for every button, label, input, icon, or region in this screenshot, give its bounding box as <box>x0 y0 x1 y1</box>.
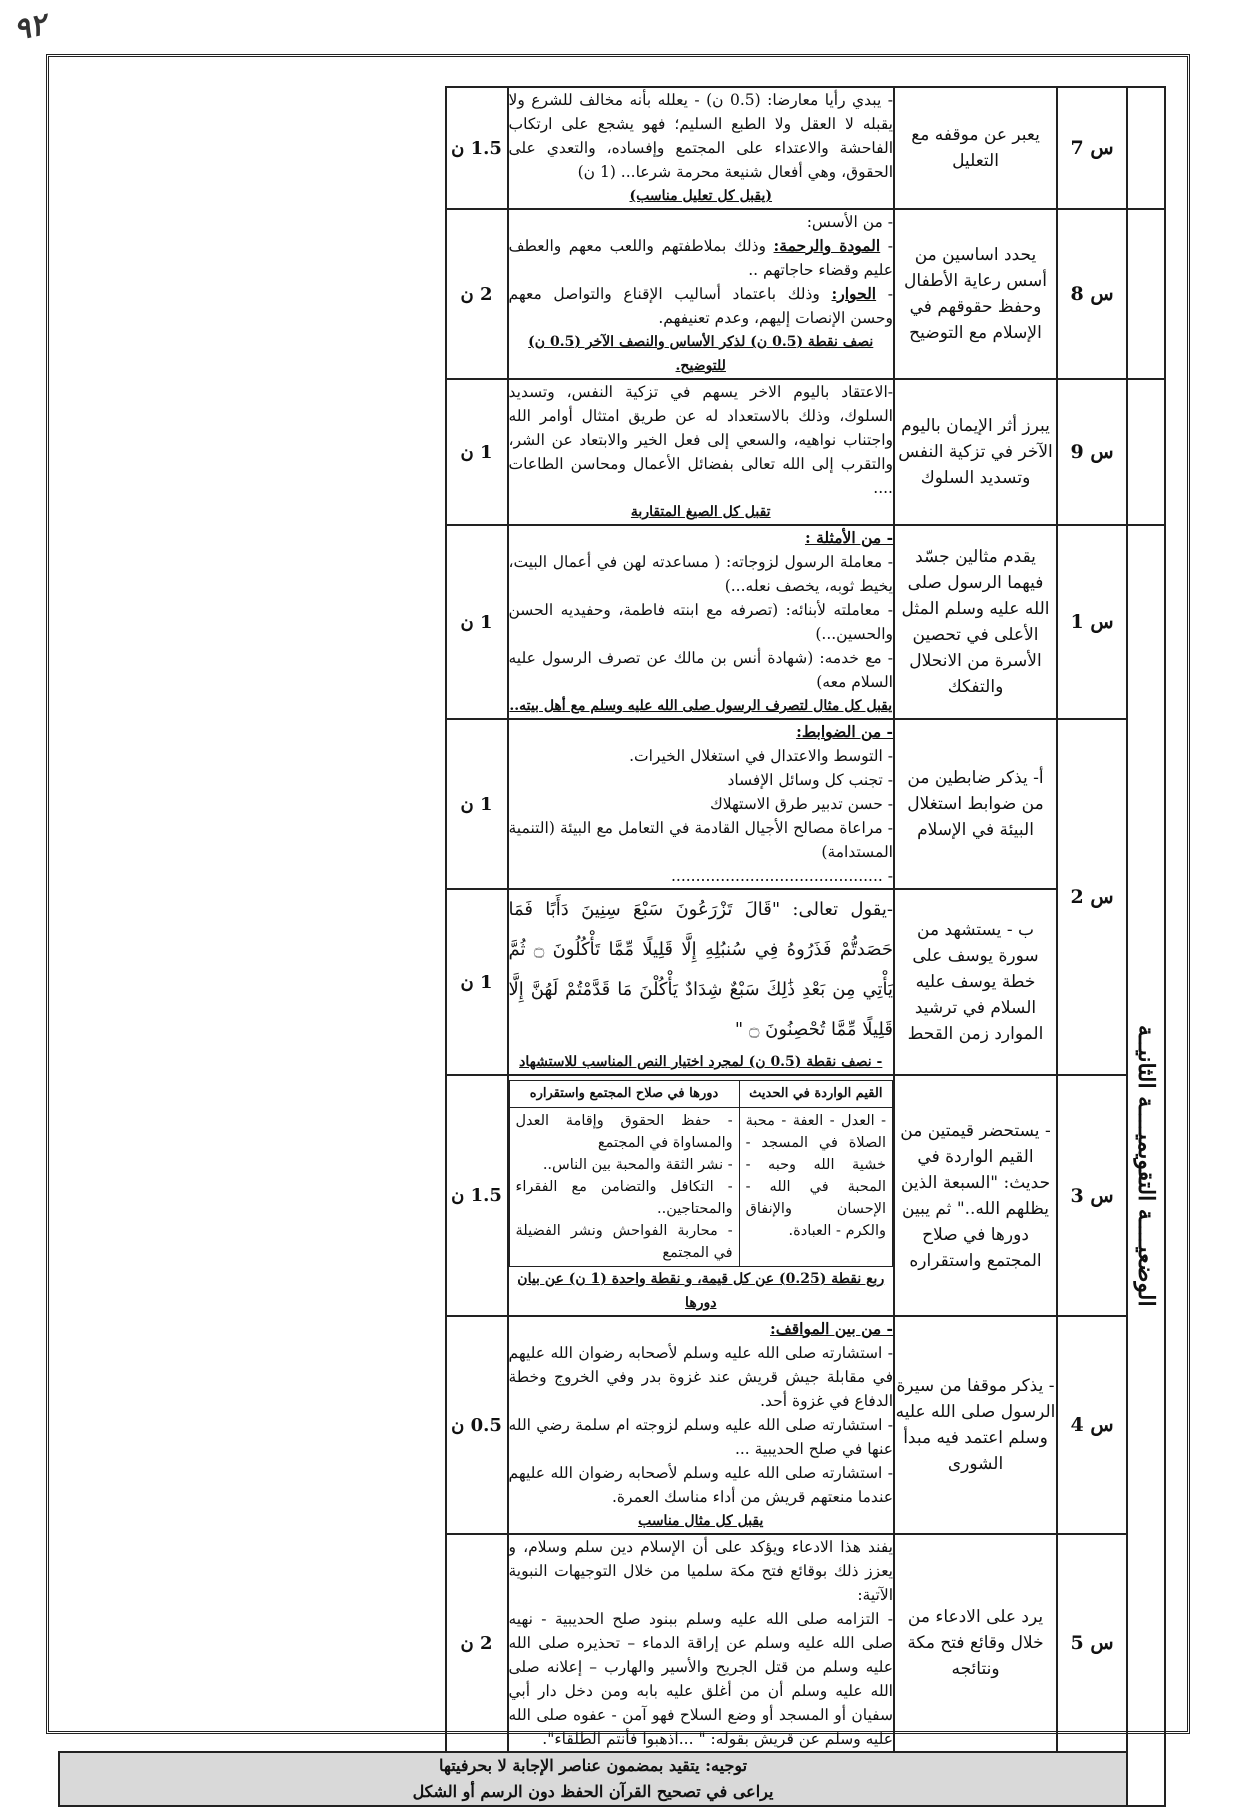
grading-note: ربع نقطة (0.25) عن كل قيمة، و نقطة واحدة (1 ن) عن بيان دورها <box>517 1271 885 1311</box>
row-q9 <box>59 379 1165 525</box>
grading-note: - نصف نقطة (0.5 ن) لمجرد اختيار النص المناسب للاستشهاد <box>519 1054 883 1070</box>
item-label: المودة والرحمة: <box>773 236 881 255</box>
answer-line: -الاعتقاد باليوم الاخر يسهم في تزكية النفس، وتسديد السلوك، وذلك بالاستعداد له عن طريق امتثال أوامر الله واجتناب نواهيه، والسعي إلى فعل الخير والابتعاد عن الشر، والتقرب إلى الله تعالى بفضائل الأعمال ومحاسن الطاعات .... <box>508 383 893 497</box>
answer-line: - معاملته لأبنائه: (تصرفه مع ابنته فاطمة، وحفيديه الحسن والحسين...) <box>508 601 893 643</box>
answer-item: - الحوار: وذلك باعتماد أساليب الإقناع والتواصل معهم وحسن الإنصات إليهم، وعدم تعنيفهم. <box>508 284 893 327</box>
points: 2 ن <box>446 1534 508 1752</box>
grading-note: تقبل كل الصيغ المتقاربة <box>630 504 771 520</box>
question-text: - يستحضر قيمتين من القيم الواردة في حديث: "السبعة الذين يظلهم الله.." ثم يبين دورها في صلاح المجتمع واستقراره <box>894 1075 1057 1316</box>
points: 1.5 ن <box>446 87 508 209</box>
points: 0.5 ن <box>446 1316 508 1534</box>
roles-cell <box>509 1108 739 1267</box>
answer-cell <box>508 209 895 379</box>
situation-cell-empty <box>1127 209 1165 379</box>
answer-cell <box>508 719 895 889</box>
row-q5 <box>59 1534 1165 1752</box>
answer-line: - استشارته صلى الله عليه وسلم لأصحابه رضوان الله عليهم عندما منعتهم قريش من أداء مناسك العمرة. <box>508 1464 893 1506</box>
answer-cell <box>508 1075 895 1316</box>
guidance-line-2: يراعى في تصحيح القرآن الحفظ دون الرسم أو الشكل <box>412 1782 774 1801</box>
role-line: - التكافل والتضامن مع الفقراء والمحتاجين.. <box>515 1179 733 1217</box>
guidance-line-1: توجيه: يتقيد بمضمون عناصر الإجابة لا بحرفيتها <box>438 1756 748 1775</box>
question-number: س 9 <box>1057 379 1127 525</box>
table-header: القيم الواردة في الحديث <box>739 1081 892 1108</box>
item-text: وذلك باعتماد أساليب الإقناع والتواصل معهم وحسن الإنصات إليهم، وعدم تعنيفهم. <box>508 285 893 327</box>
row-q2a <box>59 719 1165 889</box>
answer-intro: - من بين المواقف: <box>770 1319 893 1338</box>
answer-line: - مع خدمه: (شهادة أنس بن مالك عن تصرف الرسول عليه السلام معه) <box>508 649 893 691</box>
points: 1 ن <box>446 379 508 525</box>
row-q8 <box>59 209 1165 379</box>
quran-citation <box>509 890 894 1050</box>
question-text: يبرز أثر الإيمان باليوم الآخر في تزكية النفس وتسديد السلوك <box>894 379 1057 525</box>
answer-line: - استشارته صلى الله عليه وسلم لزوجته ام سلمة رضي الله عنها في صلح الحديبية ... <box>508 1416 893 1458</box>
question-text-b: ب - يستشهد من سورة يوسف على خطة يوسف عليه السلام في ترشيد الموارد زمن القحط <box>894 889 1057 1075</box>
grading-note: نصف نقطة (0.5 ن) لذكر الأساس والنصف الآخر (0.5 ن) للتوضيح. <box>528 334 874 374</box>
quran-intro: -يقول تعالى: " <box>771 899 893 920</box>
answer-cell <box>508 1316 895 1534</box>
situation-cell-empty <box>1127 379 1165 525</box>
role-line: - محاربة الفواحش ونشر الفضيلة في المجتمع <box>515 1223 733 1261</box>
answer-item: - المودة والرحمة: وذلك بملاطفتهم واللعب معهم والعطف عليم وقضاء حاجاتهم .. <box>508 236 893 279</box>
answer-line: يفند هذا الادعاء ويؤكد على أن الإسلام دين سلم وسلام، و يعزز ذلك بوقائع فتح مكة سلميا من خلال التوجيهات النبوية الآتية: <box>508 1538 893 1604</box>
answer-line: - التوسط والاعتدال في استغلال الخيرات. <box>629 747 893 765</box>
situation-label: الوضعيــــة التقويميــــة الثانيــة <box>1133 1024 1159 1307</box>
answer-line: - ........................................... <box>670 867 893 885</box>
question-number: س 4 <box>1057 1316 1127 1534</box>
row-q3 <box>59 1075 1165 1316</box>
role-line: - حفظ الحقوق وإقامة العدل والمساواة في المجتمع <box>515 1113 733 1151</box>
answer-line: - مراعاة مصالح الأجيال القادمة في التعامل مع البيئة (التنمية المستدامة) <box>508 819 893 861</box>
points: 2 ن <box>446 209 508 379</box>
answer-line: - معاملة الرسول لزوجاته: ( مساعدته لهن في أعمال البيت، يخيط ثوبه، يخصف نعله...) <box>508 553 893 595</box>
answer-line: - التزامه صلى الله عليه وسلم ببنود صلح الحديبية - نهيه صلى الله عليه وسلم عن إراقة الدماء – تحذيره صلى الله عليه وسلم من قتل الجريح والأسير والهارب – إعلانه صلى الله عليه وسلم أن من أغلق عليه بابه ومن دخل دار أبي سفيان أو المسجد أو وضع السلاح فهو آمن - عفوه صلى الله عليه وسلم عن قريش بقوله: " ...اذهبوا فأنتم الطلقاء". <box>508 1610 893 1748</box>
answer-line: - استشارته صلى الله عليه وسلم لأصحابه رضوان الله عليهم في مقابلة جيش قريش عند غزوة بدر وفي الخروج وخطة الدفاع في غزوة أحد. <box>508 1344 893 1410</box>
answer-cell <box>508 87 895 209</box>
values-table <box>509 1080 894 1267</box>
situation-cell-empty <box>1127 87 1165 209</box>
answer-intro: - من الأمثلة : <box>804 528 893 547</box>
points: 1 ن <box>446 525 508 719</box>
answer-cell <box>508 889 895 1075</box>
question-text: يعبر عن موقفه مع التعليل <box>894 87 1057 209</box>
page-number: ٩٢ <box>10 7 50 48</box>
footer-row <box>59 1752 1165 1806</box>
points: 1 ن <box>446 889 508 1075</box>
item-label: الحوار: <box>831 284 877 303</box>
role-line: - نشر الثقة والمحبة بين الناس.. <box>542 1157 733 1173</box>
points: 1 ن <box>446 719 508 889</box>
question-text: يرد على الادعاء من خلال وقائع فتح مكة ونتائجه <box>894 1534 1057 1752</box>
question-number: س 5 <box>1057 1534 1127 1752</box>
question-text-a: أ- يذكر ضابطين من من ضوابط استغلال البيئة في الإسلام <box>894 719 1057 889</box>
table-header: دورها في صلاح المجتمع واستقراره <box>509 1081 739 1108</box>
row-q1 <box>59 525 1165 719</box>
question-text: - يذكر موقفا من سيرة الرسول صلى الله عليه وسلم اعتمد فيه مبدأ الشورى <box>894 1316 1057 1534</box>
answer-intro: - من الضوابط: <box>796 722 893 741</box>
answer-intro: - من الأسس: <box>806 213 893 231</box>
answer-cell <box>508 379 895 525</box>
answer-line: - حسن تدبير طرق الاستهلاك <box>709 795 893 813</box>
points: 1.5 ن <box>446 1075 508 1316</box>
situation-label-cell <box>1127 525 1165 1806</box>
question-number: س 1 <box>1057 525 1127 719</box>
question-number: س 3 <box>1057 1075 1127 1316</box>
question-text: يقدم مثالين جسّد فيهما الرسول صلى الله عليه وسلم المثل الأعلى في تحصين الأسرة من الانحلال والتفكك <box>894 525 1057 719</box>
grading-note: يقبل كل مثال لتصرف الرسول صلى الله عليه وسلم مع أهل بيته.. <box>509 698 893 714</box>
answer-cell <box>508 1534 895 1752</box>
question-text: يحدد اساسين من أسس رعاية الأطفال وحفظ حقوقهم في الإسلام مع التوضيح <box>894 209 1057 379</box>
question-number: س 2 <box>1057 719 1127 1075</box>
quran-verse: قَالَ تَزْرَعُونَ سَبْعَ سِنِينَ دَأَبًا فَمَا حَصَدتُّمْ فَذَرُوهُ فِي سُنبُلِهِ إِلَّا قَلِيلًا مِّمَّا تَأْكُلُونَ ۝ ثُمَّ يَأْتِي مِن بَعْدِ ذَٰلِكَ سَبْعٌ شِدَادٌ يَأْكُلْنَ مَا قَدَّمْتُمْ لَهُنَّ إِلَّا قَلِيلًا مِّمَّا تُحْصِنُونَ ۝ " <box>508 899 893 1040</box>
row-q2b <box>59 889 1165 1075</box>
question-number: س 7 <box>1057 87 1127 209</box>
footer-guidance <box>59 1752 1127 1806</box>
answer-cell <box>508 525 895 719</box>
grading-note: يقبل كل مثال مناسب <box>638 1513 764 1529</box>
row-q7 <box>59 87 1165 209</box>
answer-line: - يبدي رأيا معارضا: (0.5 ن) - يعلله بأنه مخالف للشرع ولا يقبله لا العقل ولا الطبع السليم؛ فهو يشجع على ارتكاب الفاحشة والاعتداء على المجتمع وإفساده، والتعدي على الحقوق، وهي أفعال شنيعة محرمة شرعا... (1 ن) <box>508 91 893 181</box>
answer-line: - تجنب كل وسائل الإفساد <box>727 771 893 789</box>
answer-key-table <box>58 86 1166 1807</box>
grading-note: (يقبل كل تعليل مناسب) <box>629 188 773 204</box>
item-text: وذلك بملاطفتهم واللعب معهم والعطف عليم وقضاء حاجاتهم .. <box>508 237 893 279</box>
values-cell: - العدل - العفة - محبة الصلاة في المسجد - خشية الله وحبه - المحبة في الله - الإحسان والإنفاق والكرم - العبادة. <box>739 1108 892 1267</box>
row-q4 <box>59 1316 1165 1534</box>
question-number: س 8 <box>1057 209 1127 379</box>
